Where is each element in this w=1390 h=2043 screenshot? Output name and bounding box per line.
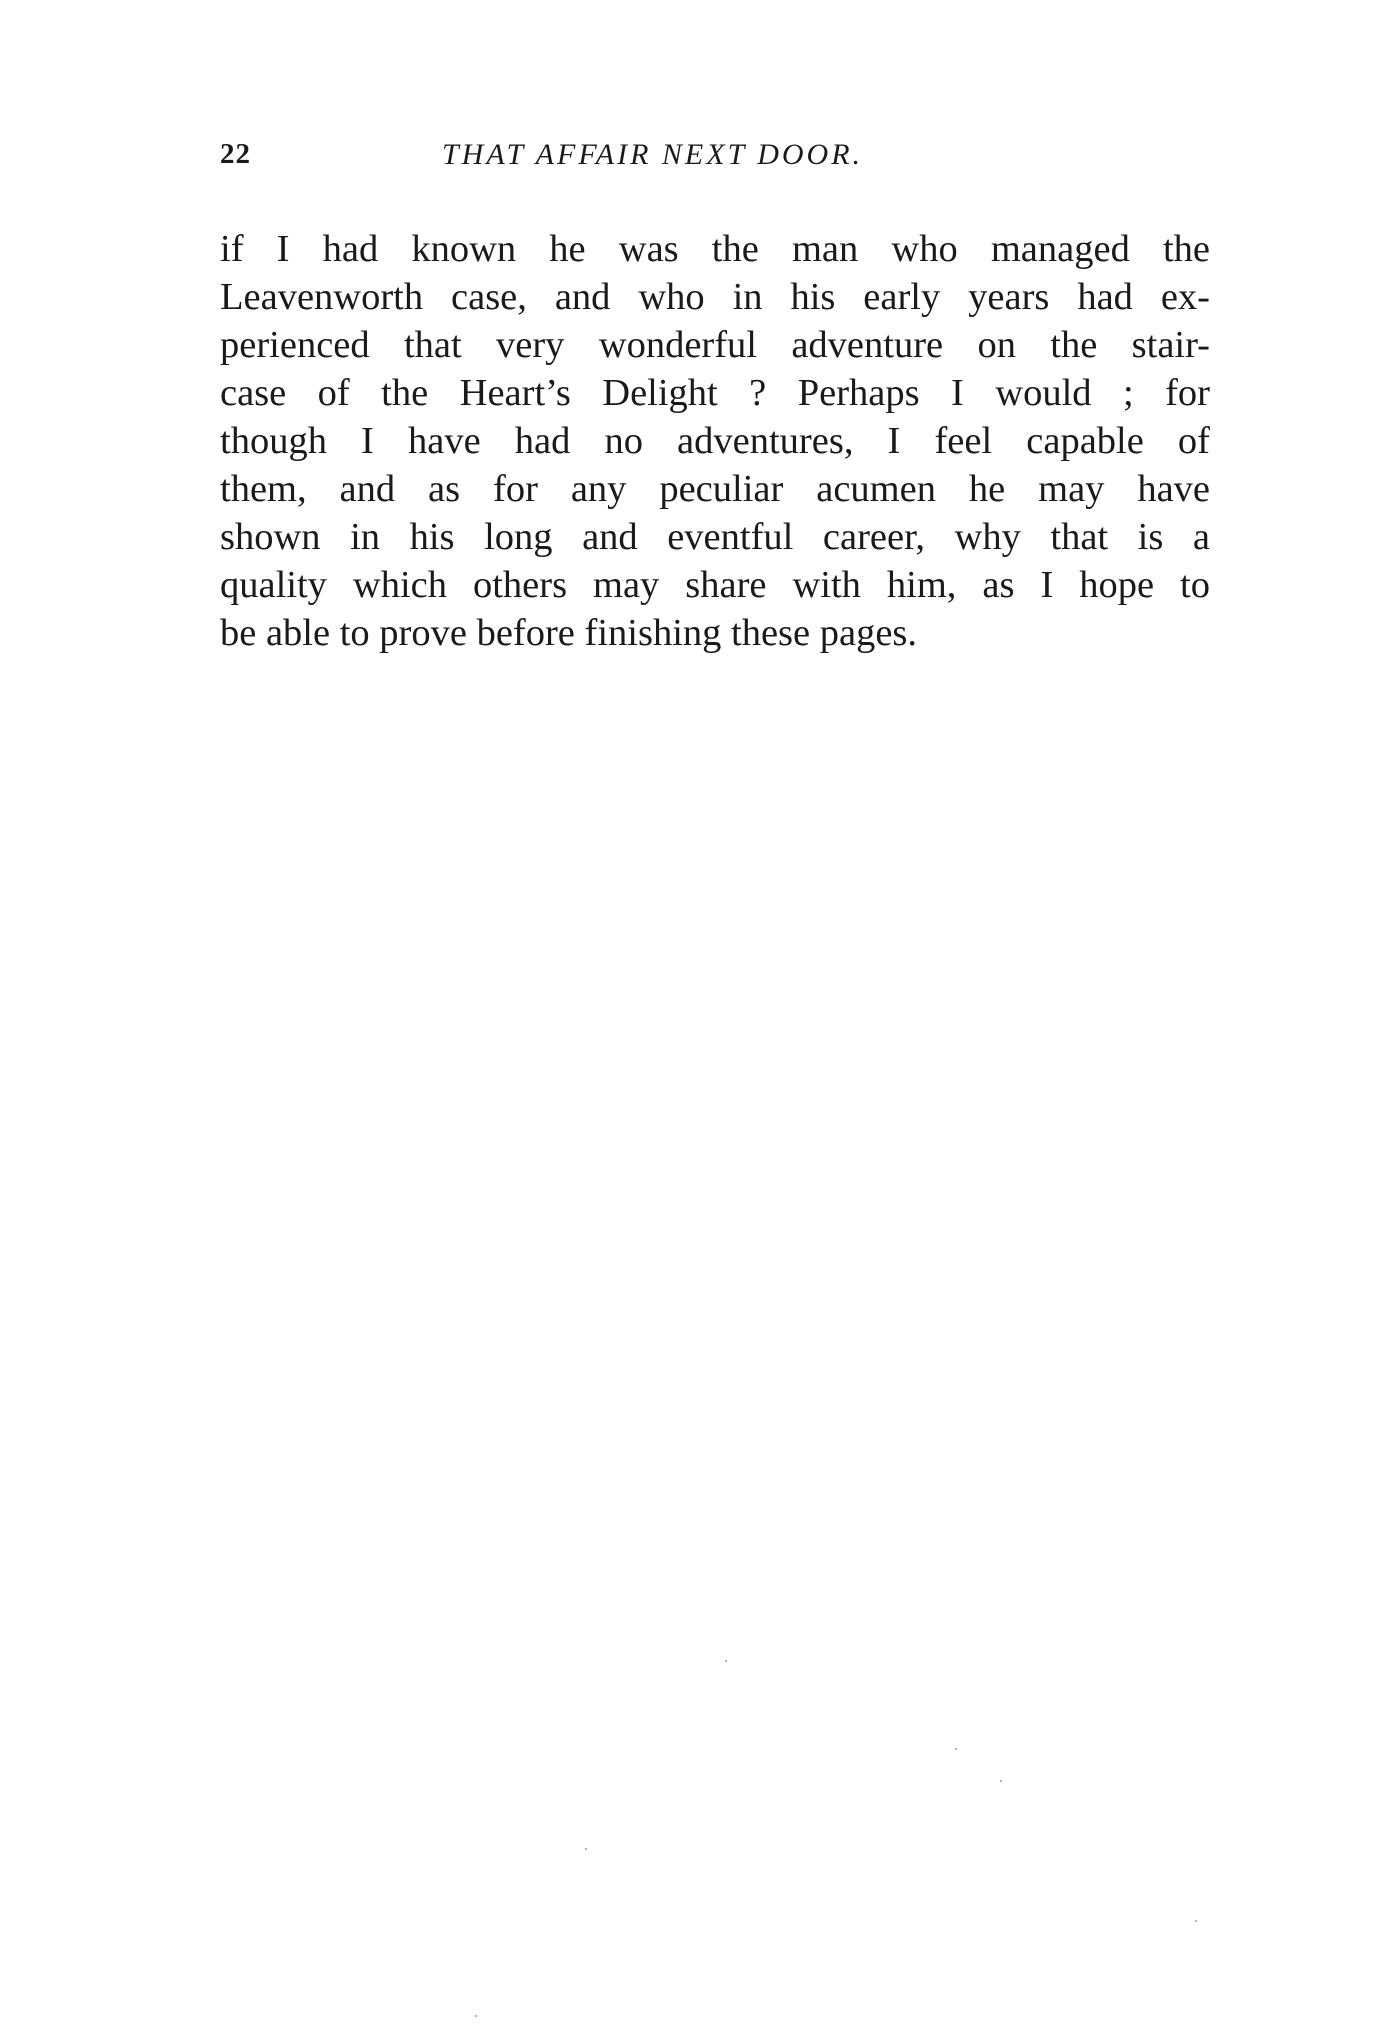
running-head bbox=[220, 138, 1210, 178]
scan-speck bbox=[475, 2015, 477, 2017]
text-line: perienced that very wonderful adventure on the stair- bbox=[220, 324, 1210, 366]
text-line: though I have had no adventures, I feel capable of bbox=[220, 420, 1210, 462]
text-line: them, and as for any peculiar acumen he may have bbox=[220, 468, 1210, 510]
scan-speck bbox=[1195, 1920, 1197, 1922]
page-number: 22 bbox=[220, 138, 251, 170]
scan-speck bbox=[955, 1748, 957, 1750]
scan-speck bbox=[585, 1848, 587, 1850]
running-title: THAT AFFAIR NEXT DOOR. bbox=[442, 138, 864, 171]
text-line: Leavenworth case, and who in his early years had ex- bbox=[220, 276, 1210, 318]
text-line: shown in his long and eventful career, why that is a bbox=[220, 516, 1210, 558]
scan-speck bbox=[725, 1660, 727, 1662]
body-paragraph bbox=[220, 225, 1210, 657]
text-line: quality which others may share with him, as I hope to bbox=[220, 564, 1210, 606]
scan-speck bbox=[1000, 1780, 1002, 1782]
text-line: be able to prove before finishing these pages. bbox=[220, 612, 918, 654]
text-line: case of the Heart’s Delight ? Perhaps I would ; for bbox=[220, 372, 1210, 414]
text-line: if I had known he was the man who managed the bbox=[220, 228, 1210, 270]
